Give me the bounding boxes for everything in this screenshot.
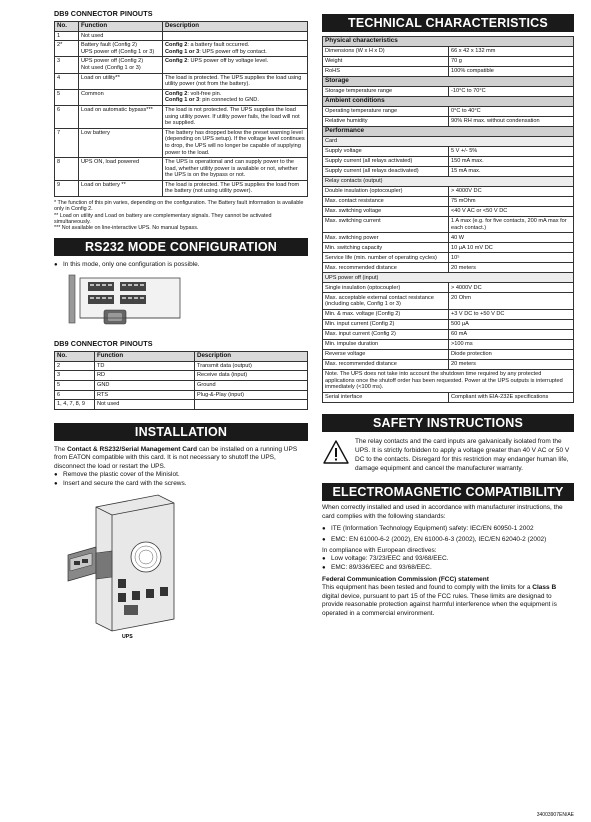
pin-description: Receive data (input) — [195, 371, 308, 381]
left-column — [54, 0, 308, 644]
table-row — [55, 105, 308, 128]
table-row — [323, 293, 574, 309]
table-row — [323, 233, 574, 243]
pin-function — [79, 180, 163, 196]
pin-number: 5 — [55, 89, 79, 105]
rs232-banner: RS232 MODE CONFIGURATION — [54, 238, 308, 256]
pin-description: The UPS is operational and can supply power to the load, whether utility power is available or not, whether the UPS is on the bypass or not. — [163, 158, 308, 181]
table-row — [55, 57, 308, 73]
ups-label: UPS — [122, 633, 133, 639]
pin-number: 1, 4, 7, 8, 9 — [55, 400, 95, 410]
db9-pinouts-title: DB9 CONNECTOR PINOUTS — [54, 9, 153, 18]
spec-value: Diode protection — [449, 349, 574, 359]
spec-name: Double insulation (optocoupler) — [323, 187, 449, 197]
emc-banner: ELECTROMAGNETIC COMPATIBILITY — [322, 483, 574, 501]
table-row — [323, 57, 574, 67]
col-header-description: Description — [195, 352, 308, 362]
spec-name: Min. impulse duration — [323, 339, 449, 349]
table-row — [55, 158, 308, 181]
note-cell: Note. The UPS does not take into account the shutdown time required by any protected applications once the shutoff order has been requested. Power at the UPS outputs is interrupted immediately (<100 ms). — [323, 369, 574, 392]
pin-function-line: Not used — [81, 32, 104, 39]
spec-value: <40 V AC or <50 V DC — [449, 207, 574, 217]
table-row — [323, 243, 574, 253]
pin-function-line: Load on automatic bypass*** — [81, 106, 153, 113]
spec-value: 10 µA 10 mV DC — [449, 243, 574, 253]
safety-banner: SAFETY INSTRUCTIONS — [322, 414, 574, 432]
safety-block — [322, 437, 574, 474]
pin-description-line: Config 2: volt-free pin. — [165, 90, 222, 97]
spec-name: Min. input current (Config 2) — [323, 319, 449, 329]
installation-banner: INSTALLATION — [54, 423, 308, 441]
table-row — [55, 371, 308, 381]
pin-function — [79, 158, 163, 181]
table-row — [323, 107, 574, 117]
spec-value: Compliant with EIA-232E specifications — [449, 392, 574, 402]
db9-rs232-table — [54, 351, 308, 410]
col-header-function: Function — [95, 352, 195, 362]
pin-function-line: UPS power off (Config 1 or 3) — [81, 48, 155, 55]
pin-function-line: UPS ON, load powered — [81, 159, 140, 166]
emc-eu-item-2: ● EMC: 89/336/EEC and 93/68/EEC. — [322, 564, 574, 573]
pin-description-line: Config 1 or 3: UPS power off by contact. — [165, 48, 267, 55]
group-row — [323, 37, 574, 47]
spec-value: 0°C to 40°C — [449, 107, 574, 117]
pin-function: RD — [95, 371, 195, 381]
pin-description: The battery has dropped below the preset warning level (depending on UPS setup). If the voltage level continues to drop, the UPS will no longer be capable of supplying power to the load. — [163, 128, 308, 157]
spec-value: +3 V DC to +50 V DC — [449, 309, 574, 319]
subgroup-row — [323, 273, 574, 283]
pin-description: Plug-&-Play (input) — [195, 390, 308, 400]
pin-function-line: Battery fault (Config 2) — [81, 42, 137, 49]
spec-value: 100% compatible — [449, 67, 574, 77]
installation-step-2: ● Insert and secure the card with the screws. — [54, 480, 308, 489]
pin-function-line: Low battery — [81, 129, 110, 136]
pin-function: Not used — [95, 400, 195, 410]
table-row — [55, 31, 308, 41]
spec-value: 20 Ohm — [449, 293, 574, 309]
table-row — [323, 167, 574, 177]
pin-function — [79, 41, 163, 57]
table-row — [323, 263, 574, 273]
table-row — [323, 117, 574, 127]
pin-number: 2* — [55, 41, 79, 57]
rs232-text: ● In this mode, only one configuration is possible. — [54, 261, 308, 270]
group-row — [323, 77, 574, 87]
spec-value: > 4000V DC — [449, 187, 574, 197]
spec-name: Max. acceptable external contact resistance (including cable, Config 1 or 3) — [323, 293, 449, 309]
group-row — [323, 97, 574, 107]
spec-name: Supply current (all relays activated) — [323, 157, 449, 167]
table-row — [323, 309, 574, 319]
right-column — [322, 0, 574, 619]
spec-value: 40 W — [449, 233, 574, 243]
pin-number: 5 — [55, 380, 95, 390]
col-header-no: No. — [55, 22, 79, 32]
col-header-no: No. — [55, 352, 95, 362]
spec-value: 20 meters — [449, 359, 574, 369]
spec-value: > 4000V DC — [449, 283, 574, 293]
table-row — [55, 400, 308, 410]
group-label: Ambient conditions — [323, 97, 574, 107]
spec-name: Max. switching current — [323, 217, 449, 233]
note-1: * The function of this pin varies, depending on the configuration. The Battery fault information is available only in Config 2. — [54, 200, 304, 213]
note-3: *** Not available on line-interactive UPS. No manual bypass. — [54, 225, 199, 232]
spec-name: Reverse voltage — [323, 349, 449, 359]
emc-eu-intro: In compliance with European directives: — [322, 546, 437, 554]
table-row — [323, 207, 574, 217]
pin-number: 3 — [55, 57, 79, 73]
pin-number: 1 — [55, 31, 79, 41]
spec-name: Service life (min. number of operating cycles) — [323, 253, 449, 263]
table-row — [55, 390, 308, 400]
col-header-description: Description — [163, 22, 308, 32]
subgroup-row — [323, 177, 574, 187]
spec-name: Serial interface — [323, 392, 449, 402]
group-label: Storage — [323, 77, 574, 87]
table-row — [55, 128, 308, 157]
spec-name: Single insulation (optocoupler) — [323, 283, 449, 293]
table-row — [323, 147, 574, 157]
table-row — [323, 319, 574, 329]
pin-description — [163, 41, 308, 57]
spec-name: Max. contact resistance — [323, 197, 449, 207]
installation-text: The Contact & RS232/Serial Management Card can be installed on a running UPS from EATON compatible with this card. It is not necessary to shutoff the UPS, disconnect the load or restart the UPS. — [54, 445, 298, 470]
spec-value: 10⁵ — [449, 253, 574, 263]
table-row — [323, 217, 574, 233]
group-label: Relay contacts (output) — [323, 177, 574, 187]
card-illustration — [66, 274, 308, 333]
spec-value: >100 ms — [449, 339, 574, 349]
note-2: ** Load on utility and Load on battery are complementary signals. They cannot be activated simultaneously. — [54, 212, 272, 225]
pin-number: 2 — [55, 361, 95, 371]
spec-value: 500 µA — [449, 319, 574, 329]
table-row — [55, 41, 308, 57]
spec-name: Relative humidity — [323, 117, 449, 127]
emc-intro: When correctly installed and used in accordance with manufacturer instructions, the card complies with the following standards: — [322, 504, 563, 521]
group-label: UPS power off (input) — [323, 273, 574, 283]
table-row — [323, 359, 574, 369]
table-row — [323, 339, 574, 349]
spec-name: Max. input current (Config 2) — [323, 329, 449, 339]
warning-icon — [322, 437, 355, 474]
pinout-notes — [54, 200, 308, 231]
pin-function — [79, 57, 163, 73]
pin-description — [163, 57, 308, 73]
pin-function-line: Common — [81, 90, 104, 97]
pin-description: The load is protected. The UPS supplies the load using utility power (not from the battery). — [163, 73, 308, 89]
pin-description-line: Config 2: UPS power off by voltage level. — [165, 58, 269, 65]
pin-function: TD — [95, 361, 195, 371]
spec-name: Max. recommended distance — [323, 263, 449, 273]
spec-name: Operating temperature range — [323, 107, 449, 117]
tech-table — [322, 36, 574, 403]
spec-name: Min. switching capacity — [323, 243, 449, 253]
table-row — [323, 283, 574, 293]
tech-banner: TECHNICAL CHARACTERISTICS — [322, 14, 574, 32]
spec-name: Supply current (all relays deactivated) — [323, 167, 449, 177]
spec-value: 75 mOhm — [449, 197, 574, 207]
spec-name: RoHS — [323, 67, 449, 77]
db9-pinouts-table — [54, 21, 308, 197]
fcc-title: Federal Communication Commission (FCC) statement — [322, 575, 489, 583]
spec-name: Max. recommended distance — [323, 359, 449, 369]
group-row — [323, 127, 574, 137]
pin-description-line: Config 2: a battery fault occurred. — [165, 42, 250, 49]
pin-number: 4 — [55, 73, 79, 89]
pin-function — [79, 128, 163, 157]
pin-number: 6 — [55, 105, 79, 128]
pin-description-line: Config 1 or 3: pin connected to GND. — [165, 97, 259, 104]
spec-name: Max. switching voltage — [323, 207, 449, 217]
table-row — [323, 392, 574, 402]
emc-eu-item-1: ● Low voltage: 73/23/EEC and 93/68/EEC. — [322, 555, 574, 564]
pin-description: The load is not protected. The UPS supplies the load using utility power. If utility power fails, the load will not be supplied. — [163, 105, 308, 128]
pin-number: 9 — [55, 180, 79, 196]
spec-name: Min. & max. voltage (Config 2) — [323, 309, 449, 319]
pin-description — [163, 31, 308, 41]
pin-description: The load is protected. The UPS supplies the load from the battery (not using utility power). — [163, 180, 308, 196]
document-code: 34003907EN/AE — [536, 812, 574, 818]
spec-name: Supply voltage — [323, 147, 449, 157]
group-label: Physical characteristics — [323, 37, 574, 47]
table-row — [323, 349, 574, 359]
spec-value: 150 mA max. — [449, 157, 574, 167]
pin-function-line: UPS power off (Config 2) — [81, 58, 144, 65]
spec-value: 1 A max (e.g. for five contacts, 200 mA max for each contact.) — [449, 217, 574, 233]
table-row — [55, 89, 308, 105]
spec-value: 66 x 42 x 132 mm — [449, 47, 574, 57]
spec-value: -10°C to 70°C — [449, 87, 574, 97]
emc-item-1: ● ITE (Information Technology Equipment) safety: IEC/EN 60950-1 2002 — [322, 525, 574, 534]
db9-rs232-title: DB9 CONNECTOR PINOUTS — [54, 339, 153, 349]
table-row — [323, 67, 574, 77]
pin-description: Ground — [195, 380, 308, 390]
table-row — [55, 180, 308, 196]
subgroup-row — [323, 137, 574, 147]
table-row — [55, 73, 308, 89]
spec-name: Max. switching power — [323, 233, 449, 243]
emc-item-2: ● EMC: EN 61000-6-2 (2002), EN 61000-6-3 (2002), IEC/EN 62040-2 (2002) — [322, 536, 574, 545]
pin-number: 3 — [55, 371, 95, 381]
pin-number: 6 — [55, 390, 95, 400]
spec-value: 15 mA max. — [449, 167, 574, 177]
pin-function-line: Not used (Config 1 or 3) — [81, 64, 141, 71]
safety-text: The relay contacts and the card inputs are galvanically isolated from the UPS. It is strictly forbidden to apply a voltage greater than 40 V AC or 50 V DC to the contacts. Disregard for this restriction may endanger human life, damage equipment and cancel the manufacturer warranty. — [355, 437, 570, 473]
table-row — [323, 157, 574, 167]
fcc-text: This equipment has been tested and found to comply with the limits for a Class B digital device, pursuant to part 15 of the FCC rules. These limits are designad to provide reasonable protection against harmful interference when the equipment is operated in a commercial environment. — [322, 584, 557, 617]
pin-function — [79, 73, 163, 89]
pin-description — [163, 89, 308, 105]
table-row — [323, 197, 574, 207]
pin-function — [79, 31, 163, 41]
pin-function-line: Load on utility** — [81, 74, 120, 81]
installation-step-1: ● Remove the plastic cover of the Minislot. — [54, 471, 308, 480]
table-row — [323, 187, 574, 197]
spec-name: Weight — [323, 57, 449, 67]
col-header-function: Function — [79, 22, 163, 32]
spec-value: 20 meters — [449, 263, 574, 273]
pin-number: 8 — [55, 158, 79, 181]
table-row — [323, 329, 574, 339]
group-label: Performance — [323, 127, 574, 137]
table-row — [323, 47, 574, 57]
table-row — [55, 380, 308, 390]
pin-number: 7 — [55, 128, 79, 157]
table-row — [323, 253, 574, 263]
pin-function: RTS — [95, 390, 195, 400]
pin-description: Transmit data (output) — [195, 361, 308, 371]
spec-value: 70 g — [449, 57, 574, 67]
pin-function — [79, 89, 163, 105]
pin-function: GND — [95, 380, 195, 390]
table-row — [55, 361, 308, 371]
spec-name: Storage temperature range — [323, 87, 449, 97]
table-row — [323, 87, 574, 97]
pin-function-line: Load on battery ** — [81, 181, 126, 188]
spec-value: 90% RH max. without condensation — [449, 117, 574, 127]
pin-description — [195, 400, 308, 410]
spec-value: 5 V +/- 5% — [449, 147, 574, 157]
group-label: Card — [323, 137, 574, 147]
spec-value: 60 mA — [449, 329, 574, 339]
pin-function — [79, 105, 163, 128]
ups-illustration — [66, 493, 308, 644]
table-row — [323, 369, 574, 392]
spec-name: Dimensions (W x H x D) — [323, 47, 449, 57]
